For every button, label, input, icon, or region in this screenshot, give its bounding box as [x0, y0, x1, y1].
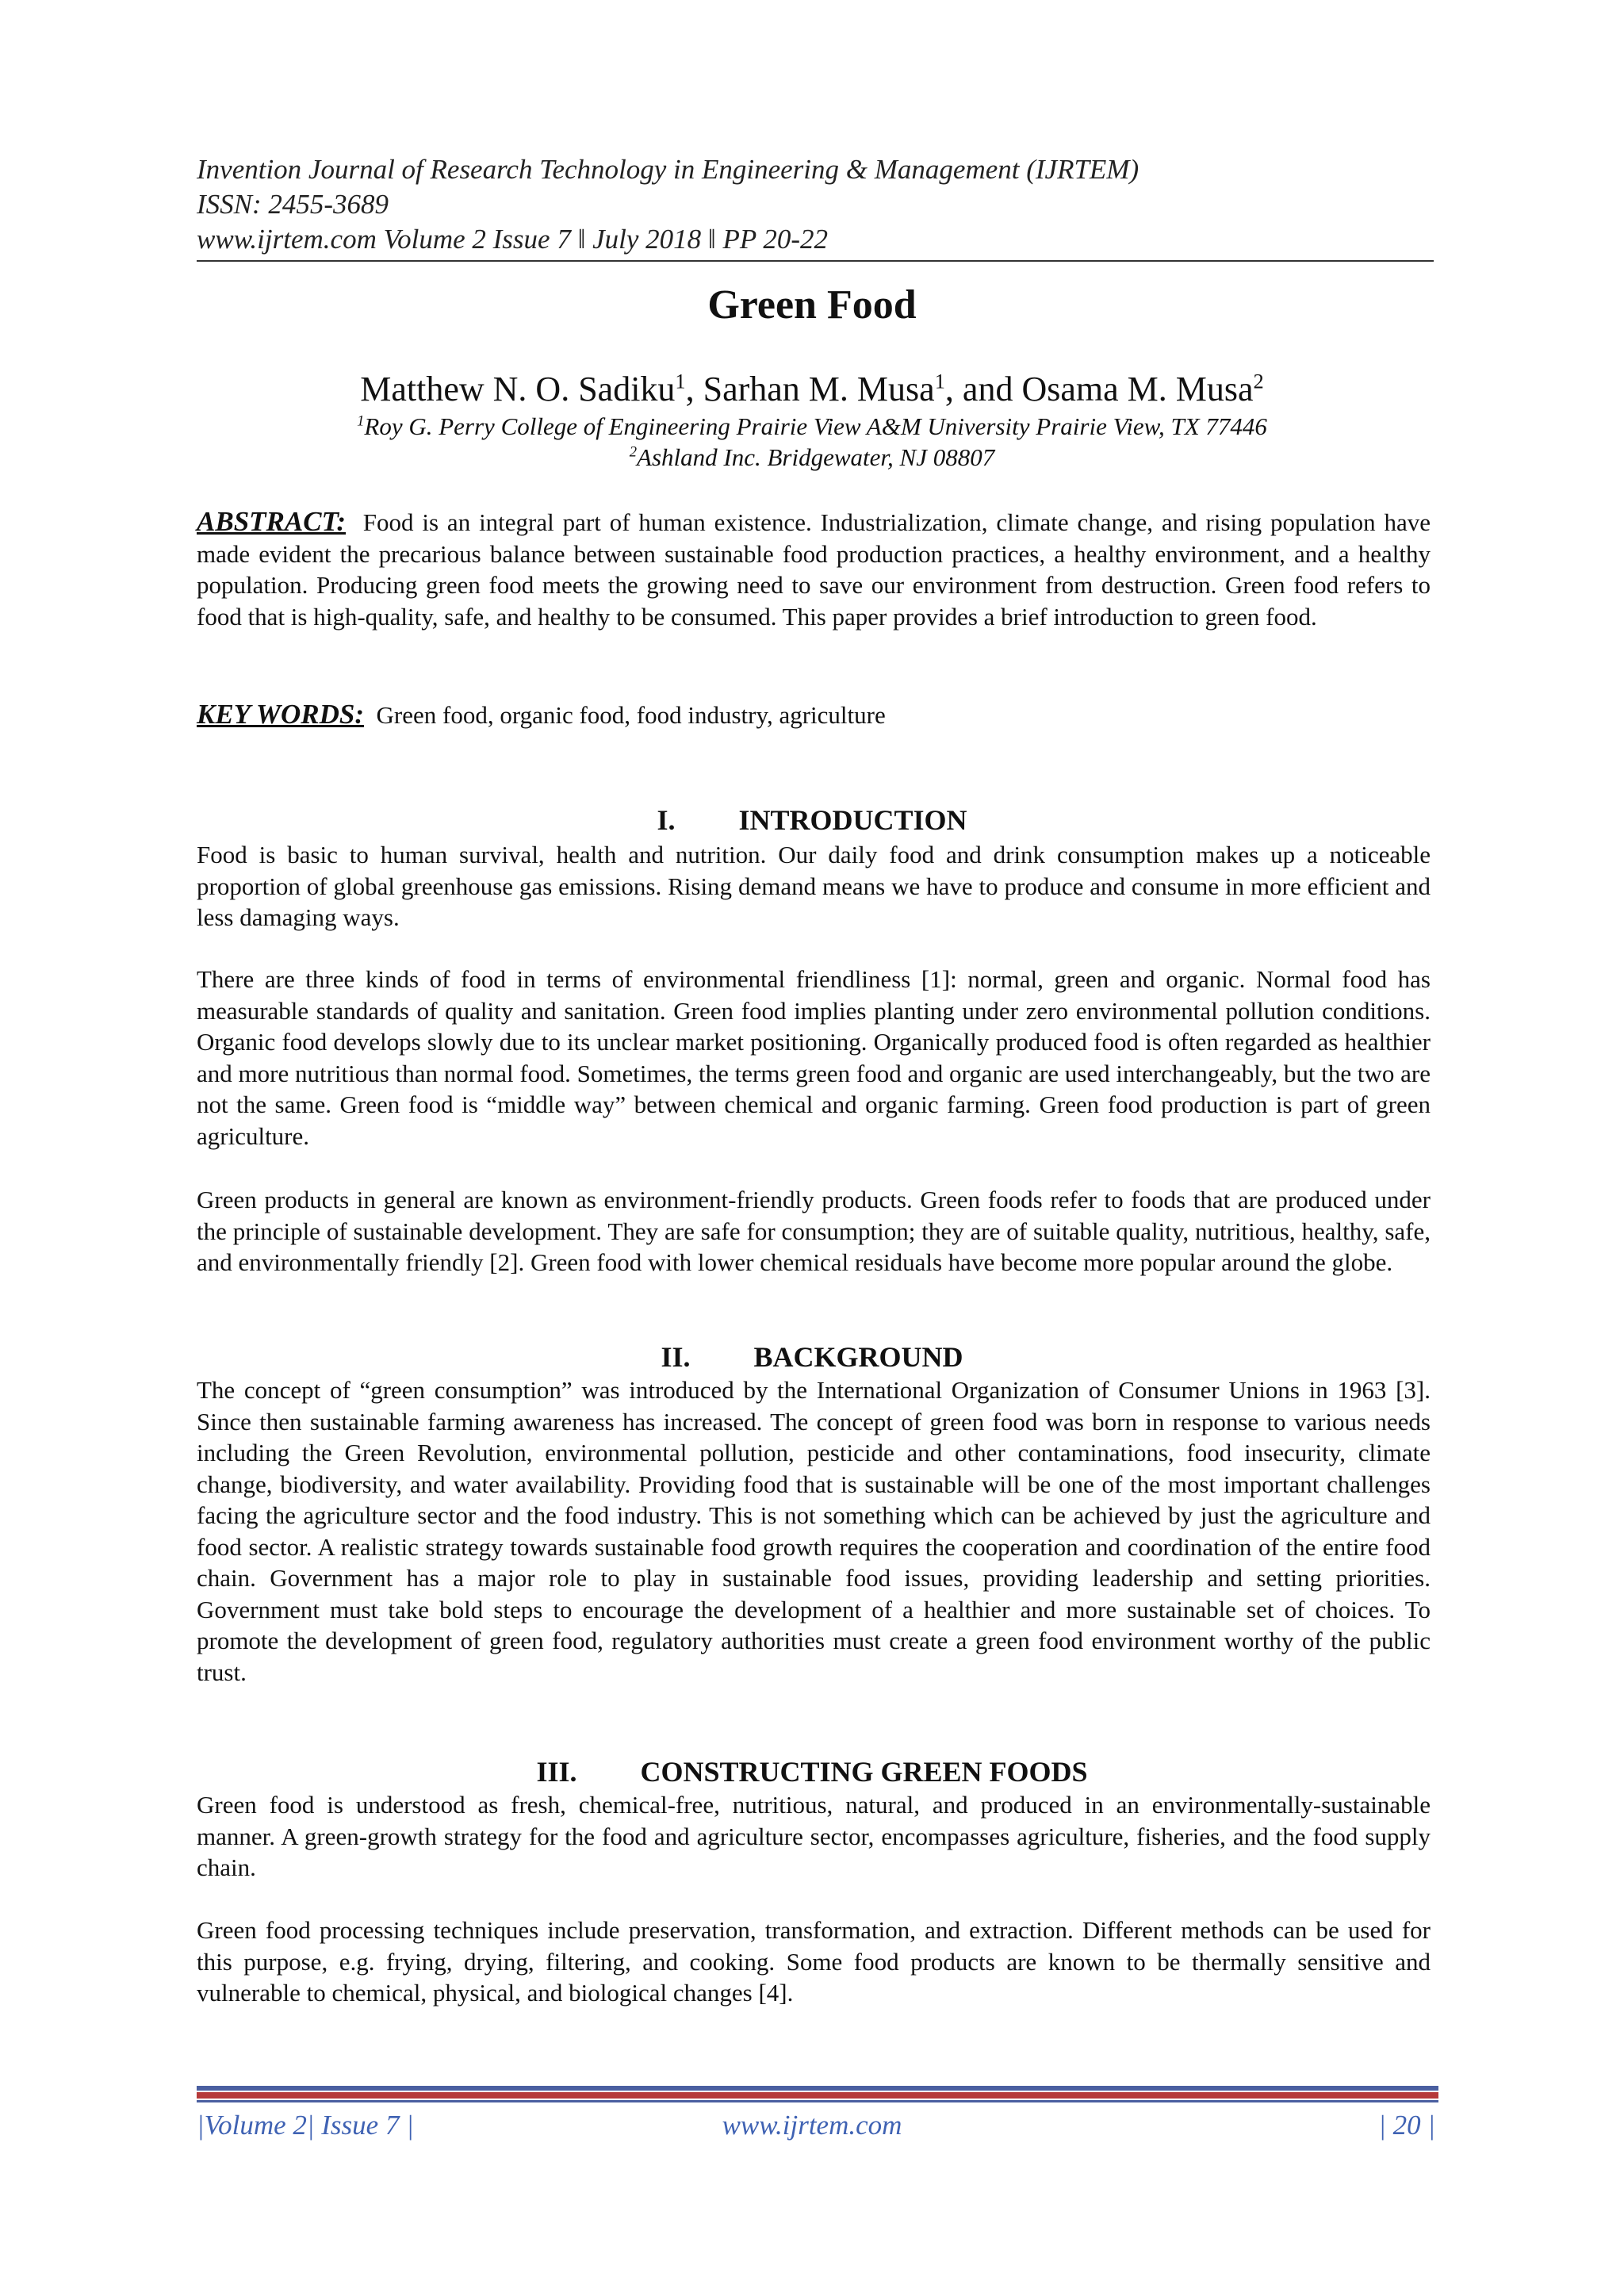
affiliation-text: Roy G. Perry College of Engineering Prairie View A&M University Prairie View, TX 77446	[364, 412, 1267, 440]
section-number: II.	[661, 1341, 691, 1373]
journal-issn: ISSN: 2455-3689	[197, 189, 389, 220]
abstract-label: ABSTRACT:	[197, 506, 347, 537]
affiliation-2	[0, 443, 1624, 472]
section-title: CONSTRUCTING GREEN FOODS	[640, 1756, 1088, 1788]
section-heading-constructing	[0, 1755, 1624, 1788]
footer-rule	[197, 2100, 1438, 2102]
journal-name: Invention Journal of Research Technology in Engineering & Management (IJRTEM)	[197, 154, 1139, 185]
author-affil-sup: 2	[1253, 369, 1264, 393]
paragraph	[197, 964, 1431, 1152]
author-list	[0, 369, 1624, 409]
affiliation-sup: 2	[629, 443, 638, 461]
paragraph	[197, 1184, 1431, 1278]
keywords	[197, 699, 1431, 731]
keywords-text: Green food, organic food, food industry, agriculture	[376, 701, 886, 729]
footer-rule	[197, 2092, 1438, 2099]
footer-website: www.ijrtem.com	[722, 2110, 902, 2141]
header-rule	[197, 260, 1434, 262]
journal-header	[197, 152, 1434, 257]
abstract-text: Food is an integral part of human existence. Industrialization, climate change, and rising population have made evident the precarious balance between sustainable food production practices, a healthy environment, and a healthy population. Producing green food meets the growing need to save our environment from destruction. Green food refers to food that is high-quality, safe, and healthy to be consumed. This paper provides a brief introduction to green food.	[197, 508, 1431, 631]
journal-volume-line: www.ijrtem.com Volume 2 Issue 7 ǁ July 2018 ǁ PP 20-22	[197, 224, 829, 255]
author-affil-sup: 1	[675, 369, 686, 393]
section-title: BACKGROUND	[753, 1341, 963, 1373]
paragraph	[197, 1915, 1431, 2009]
paragraph-text: Green food is understood as fresh, chemical-free, nutritious, natural, and produced in an environmentally-sustainable manner. A green-growth strategy for the food and agriculture sector, encompasses agriculture, fisheries, and the food supply chain.	[197, 1791, 1431, 1881]
paragraph-text: Green products in general are known as environment-friendly products. Green foods refer to foods that are produced under the principle of sustainable development. They are safe for consumption; they are of suitable quality, nutritious, healthy, safe, and environmentally friendly [2]. Green food with lower chemical residuals have become more popular around the globe.	[197, 1186, 1431, 1276]
affiliation-1	[0, 412, 1624, 441]
keywords-label: KEY WORDS:	[197, 699, 365, 730]
author-name: Matthew N. O. Sadiku	[360, 370, 676, 408]
author-separator: ,	[685, 370, 703, 408]
author-name: Sarhan M. Musa	[703, 370, 935, 408]
section-title: INTRODUCTION	[738, 804, 967, 836]
affiliation-sup: 1	[357, 412, 365, 430]
paragraph-text: Green food processing techniques include preservation, transformation, and extraction. Different methods can be used for this purpose, e.g. frying, drying, filtering, and cooking. Some food products are known to be thermally sensitive and vulnerable to chemical, physical, and biological changes [4].	[197, 1916, 1431, 2007]
section-heading-background	[0, 1340, 1624, 1374]
paragraph	[197, 1789, 1431, 1884]
section-number: I.	[657, 804, 676, 836]
paragraph-text: The concept of “green consumption” was introduced by the International Organization of Consumer Unions in 1963 [3]. Since then sustainable farming awareness has increased. The concept of green food was born in response to various needs including the Green Revolution, environmental pollution, pesticide and other contaminations, food insecurity, climate change, biodiversity, and water availability. Providing food that is sustainable will be one of the most important challenges facing the agriculture sector and the food industry. This is not something which can be achieved by just the agriculture and food sector. A realistic strategy towards sustainable food growth requires the cooperation and coordination of the entire food chain. Government has a major role to play in sustainable food issues, providing leadership and setting priorities. Government must take bold steps to encourage the development of a healthier and more sustainable set of choices. To promote the development of green food, regulatory authorities must create a green food environment worthy of the public trust.	[197, 1376, 1431, 1686]
abstract	[197, 506, 1431, 632]
paragraph-text: There are three kinds of food in terms of environmental friendliness [1]: normal, green and organic. Normal food has measurable standards of quality and sanitation. Green food implies planting under zero environmental pollution conditions. Organic food develops slowly due to its unclear market positioning. Organically produced food is often regarded as healthier and more nutritious than normal food. Sometimes, the terms green food and organic are used interchangeably, but the two are not the same. Green food is “middle way” between chemical and organic farming. Green food production is part of green agriculture.	[197, 965, 1431, 1150]
footer-rule	[197, 2086, 1438, 2091]
author-affil-sup: 1	[934, 369, 945, 393]
author-separator: , and	[944, 370, 1022, 408]
affiliation-text: Ashland Inc. Bridgewater, NJ 08807	[637, 443, 995, 471]
paragraph-text: Food is basic to human survival, health and nutrition. Our daily food and drink consumption makes up a noticeable proportion of global greenhouse gas emissions. Rising demand means we have to produce and consume in more efficient and less damaging ways.	[197, 841, 1431, 931]
footer-volume: |Volume 2| Issue 7 |	[197, 2110, 414, 2141]
paper-title: Green Food	[707, 282, 917, 328]
paragraph	[197, 1374, 1431, 1688]
paragraph	[197, 839, 1431, 933]
section-number: III.	[536, 1756, 577, 1788]
footer-page-number: | 20 |	[1378, 2110, 1435, 2141]
section-heading-introduction	[0, 803, 1624, 837]
author-name: Osama M. Musa	[1021, 370, 1254, 408]
